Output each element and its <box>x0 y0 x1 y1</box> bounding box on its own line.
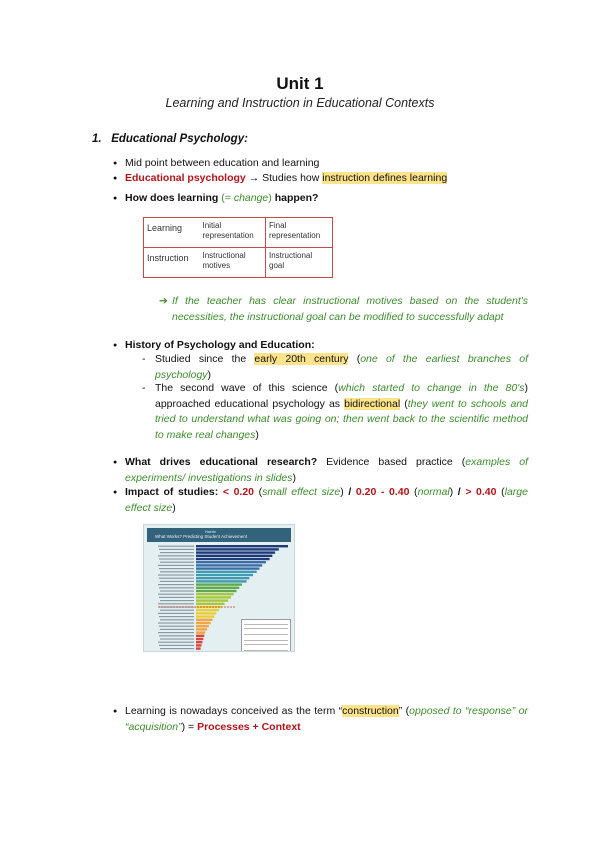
bullet-impact: ● Impact of studies: < 0.20 (small effect size) / 0.20 - 0.40 (normal) / > 0.40 (large effect size) <box>125 485 528 516</box>
figure-bar-label <box>158 622 194 623</box>
impact-note-2: normal <box>417 486 450 498</box>
figure-logo: Hattie <box>205 529 217 534</box>
term-educational-psychology: Educational psychology <box>125 172 246 184</box>
figure-bar <box>196 647 201 649</box>
legend-line <box>244 628 288 629</box>
legend-line <box>244 650 288 651</box>
figure-bar-label <box>158 603 194 604</box>
figure-bar-label <box>158 546 194 547</box>
legend-line <box>244 640 288 641</box>
how-learning-bold: How does learning <box>125 192 219 204</box>
figure-bar-label <box>159 568 194 569</box>
page-title: Unit 1 <box>276 74 324 93</box>
figure-bar-label <box>160 638 194 639</box>
figure-bar <box>196 638 203 640</box>
section-number: 1. <box>92 133 102 145</box>
legend-line <box>244 644 288 645</box>
figure-bar-label <box>160 581 194 582</box>
table-cell-motives: Instructional motives <box>200 248 266 278</box>
figure-bar-label <box>158 632 194 633</box>
figure-bar-label <box>160 590 194 591</box>
figure-bar-label <box>160 600 194 601</box>
figure-bar <box>196 587 239 589</box>
construction-note: opposed to “response” or “acquisition” <box>125 705 528 733</box>
arrow-note <box>159 294 528 325</box>
figure-title: What Works? Predicting Student Achievement <box>155 534 247 539</box>
figure-bar-label <box>159 597 194 598</box>
definition-text: Studies how <box>262 172 323 184</box>
history-2-text-mid: ) approached educational psychology as <box>155 382 528 410</box>
figure-bar-label <box>159 578 194 579</box>
arrow-note-text: If the teacher has clear instructional motives based on the student's necessities, the instructional goal can be modified to successfully adapt <box>172 295 528 323</box>
bullet-construction <box>125 704 528 735</box>
table-cell-initial: Initial representation <box>200 218 266 248</box>
impact-note-3: large effect size <box>125 486 528 514</box>
bullet-research <box>125 455 528 486</box>
construction-text: Learning is nowadays conceived as the term “ <box>125 705 343 717</box>
table-cell-learning: Learning <box>144 218 200 248</box>
research-question: What drives educational research? <box>125 456 318 468</box>
paren-close: ) <box>255 428 259 441</box>
construction-mid: ” ( <box>398 705 410 717</box>
figure-bar <box>196 564 262 566</box>
arrow-glyph: → <box>245 172 263 184</box>
highlight-bidirectional: bidirectional <box>344 397 401 410</box>
figure-bar-label <box>158 555 194 556</box>
history-2-note-2: they went to schools and tried to understand what was going on; then went back to the scientific method to make real changes <box>155 397 528 441</box>
happen-text: happen? <box>271 192 319 204</box>
legend-line <box>244 624 288 625</box>
figure-bar <box>196 558 270 560</box>
figure-bar <box>196 545 288 547</box>
research-note: examples of experiments/ investigations in slides <box>125 456 528 484</box>
figure-bar <box>196 625 209 627</box>
figure-bar-label <box>159 626 194 627</box>
bullet-midpoint: ● Mid point between education and learning <box>125 156 528 172</box>
figure-bar-label <box>158 565 194 566</box>
figure-bar-label <box>159 587 194 588</box>
learning-instruction-table <box>143 217 333 278</box>
figure-bar-label <box>160 610 194 611</box>
figure-bar <box>196 596 231 598</box>
impact-note-1: small effect size <box>262 486 341 498</box>
paren-close: ) <box>207 368 212 381</box>
figure-bar <box>196 631 205 633</box>
separator: / <box>343 486 356 498</box>
impact-value-3: > 0.40 <box>465 486 497 498</box>
figure-bar <box>196 635 204 637</box>
history-2-note-1: which started to change in the 80's <box>338 382 525 394</box>
figure-bar <box>196 641 202 643</box>
figure-bar <box>196 577 249 579</box>
separator: / <box>453 486 466 498</box>
figure-legend-box <box>241 619 291 652</box>
figure-bar-label <box>158 642 194 643</box>
dash-icon: - <box>142 353 146 365</box>
figure-bar-label <box>159 549 194 550</box>
page-subtitle: Learning and Instruction in Educational Contexts <box>165 96 435 110</box>
table-row-instruction <box>144 248 333 278</box>
figure-bar <box>196 580 247 582</box>
figure-bar-label <box>160 562 194 563</box>
figure-bar <box>196 551 275 553</box>
legend-line <box>244 634 288 635</box>
figure-bar <box>196 567 259 569</box>
figure-bar-label <box>159 558 194 559</box>
figure-bar <box>196 612 216 614</box>
table-row-learning <box>144 218 333 248</box>
dash-icon: - <box>142 382 146 394</box>
figure-bar-label <box>160 629 194 630</box>
bullet-educational-psychology <box>125 171 528 187</box>
figure-bar <box>196 628 207 630</box>
figure-bar <box>196 548 279 550</box>
highlight-early-20th: early 20th century <box>254 353 349 365</box>
bullet-how-learning <box>125 191 528 207</box>
paren-close: ) <box>268 192 272 204</box>
history-item-1 <box>142 352 528 383</box>
figure-bar <box>196 622 211 624</box>
figure-bar <box>196 599 228 601</box>
figure-bar-label <box>160 619 194 620</box>
figure-bar-label <box>158 613 194 614</box>
figure-bar-label <box>160 552 194 553</box>
section-heading-text: Educational Psychology: <box>111 133 248 145</box>
figure-bar <box>196 583 242 585</box>
figure-bar <box>196 603 225 605</box>
figure-bar-label <box>158 584 194 585</box>
figure-bar <box>196 619 213 621</box>
figure-bar <box>196 561 266 563</box>
construction-end: ) = <box>181 720 198 733</box>
history-1-text: Studied since the <box>155 353 255 365</box>
table-cell-final: Final representation <box>266 218 333 248</box>
figure-bar <box>196 644 202 646</box>
figure-bar <box>196 574 253 576</box>
highlight-instruction: instruction defines learning <box>322 172 448 184</box>
figure-bar-label <box>159 616 194 617</box>
history-2-text: The second wave of this science ( <box>155 382 339 394</box>
highlight-construction: construction <box>342 705 399 717</box>
paren-open: ( <box>400 397 408 410</box>
change-term: change <box>233 192 269 204</box>
figure-bar-label <box>159 645 194 646</box>
figure-bar <box>196 606 222 608</box>
figure-bar-label <box>159 635 194 636</box>
figure-bar-label <box>160 571 194 572</box>
table-cell-goal: Instructional goal <box>269 251 313 270</box>
section-heading <box>92 133 248 145</box>
paren-close: ) <box>292 471 296 484</box>
research-text: Evidence based practice ( <box>317 456 466 468</box>
processes-context: Processes + Context <box>197 720 301 733</box>
history-item-2 <box>142 381 528 443</box>
impact-value-1: < 0.20 <box>222 486 255 498</box>
bullet-history: ● History of Psychology and Education: <box>125 338 528 354</box>
impact-label: Impact of studies: <box>125 486 219 498</box>
figure-bar <box>196 555 272 557</box>
figure-bar <box>196 615 214 617</box>
figure-bar-label <box>158 574 194 575</box>
figure-bar <box>196 593 234 595</box>
impact-value-2: 0.20 - 0.40 <box>355 486 410 498</box>
history-1-note: one of the earliest branches of psychology <box>155 353 528 381</box>
table-cell-instruction: Instruction <box>147 253 189 263</box>
paren-open: ( <box>348 353 361 365</box>
paren-open: (= <box>218 192 234 204</box>
figure-bar-label <box>160 648 194 649</box>
figure-bar <box>196 609 219 611</box>
hattie-effect-size-figure <box>143 524 295 652</box>
figure-bar <box>196 571 257 573</box>
figure-bar <box>196 590 236 592</box>
right-arrow-icon: ➔ <box>159 295 168 307</box>
figure-bar-label <box>158 594 194 595</box>
